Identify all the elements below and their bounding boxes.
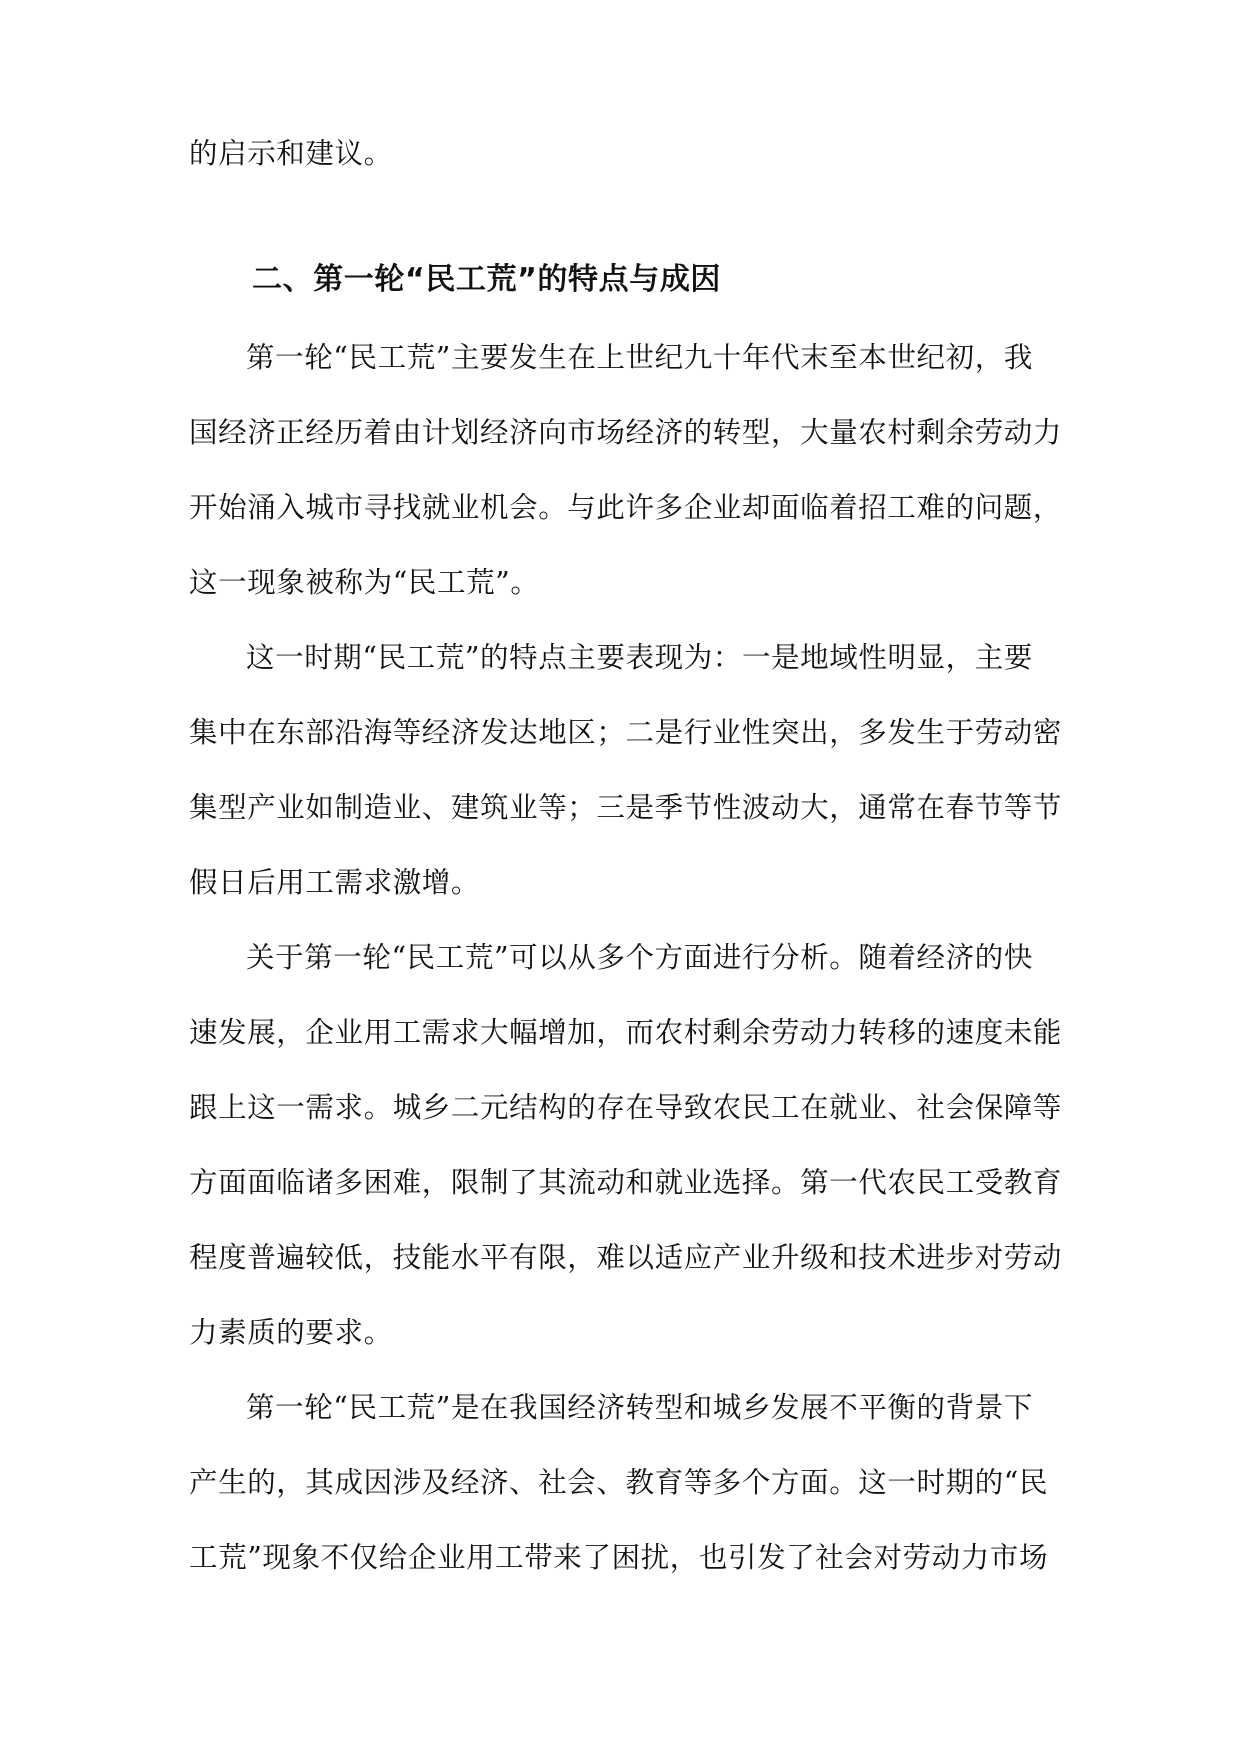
paragraph-line: 假日后用工需求激增。 — [189, 866, 481, 899]
paragraph-line: 开始涌入城市寻找就业机会。与此许多企业却面临着招工难的问题， — [189, 491, 1063, 524]
paragraph-line: 集型产业如制造业、建筑业等；三是季节性波动大，通常在春节等节 — [189, 791, 1063, 824]
paragraph-line: 第一轮“民工荒”是在我国经济转型和城乡发展不平衡的背景下 — [246, 1391, 1033, 1424]
paragraph-line: 产生的，其成因涉及经济、社会、教育等多个方面。这一时期的“民 — [189, 1466, 1049, 1499]
paragraph-line: 这一时期“民工荒”的特点主要表现为：一是地域性明显，主要 — [246, 641, 1033, 674]
paragraph-line: 程度普遍较低，技能水平有限，难以适应产业升级和技术进步对劳动 — [189, 1241, 1063, 1274]
paragraph-line: 这一现象被称为“民工荒”。 — [189, 566, 540, 599]
paragraph-line: 跟上这一需求。城乡二元结构的存在导致农民工在就业、社会保障等 — [189, 1091, 1063, 1124]
paragraph-line: 关于第一轮“民工荒”可以从多个方面进行分析。随着经济的快 — [246, 941, 1033, 974]
paragraph-line: 工荒”现象不仅给企业用工带来了困扰，也引发了社会对劳动力市场 — [189, 1541, 1049, 1574]
paragraph-line: 集中在东部沿海等经济发达地区；二是行业性突出，多发生于劳动密 — [189, 716, 1063, 749]
paragraph-line: 速发展，企业用工需求大幅增加，而农村剩余劳动力转移的速度未能 — [189, 1016, 1063, 1049]
paragraph-line: 方面面临诸多困难，限制了其流动和就业选择。第一代农民工受教育 — [189, 1166, 1063, 1199]
section-heading: 二、第一轮“民工荒”的特点与成因 — [252, 262, 722, 297]
carryover-line: 的启示和建议。 — [189, 137, 393, 170]
paragraph-line: 国经济正经历着由计划经济向市场经济的转型，大量农村剩余劳动力 — [189, 416, 1063, 449]
paragraph-line: 力素质的要求。 — [189, 1316, 393, 1349]
paragraph-line: 第一轮“民工荒”主要发生在上世纪九十年代末至本世纪初，我 — [246, 341, 1033, 374]
